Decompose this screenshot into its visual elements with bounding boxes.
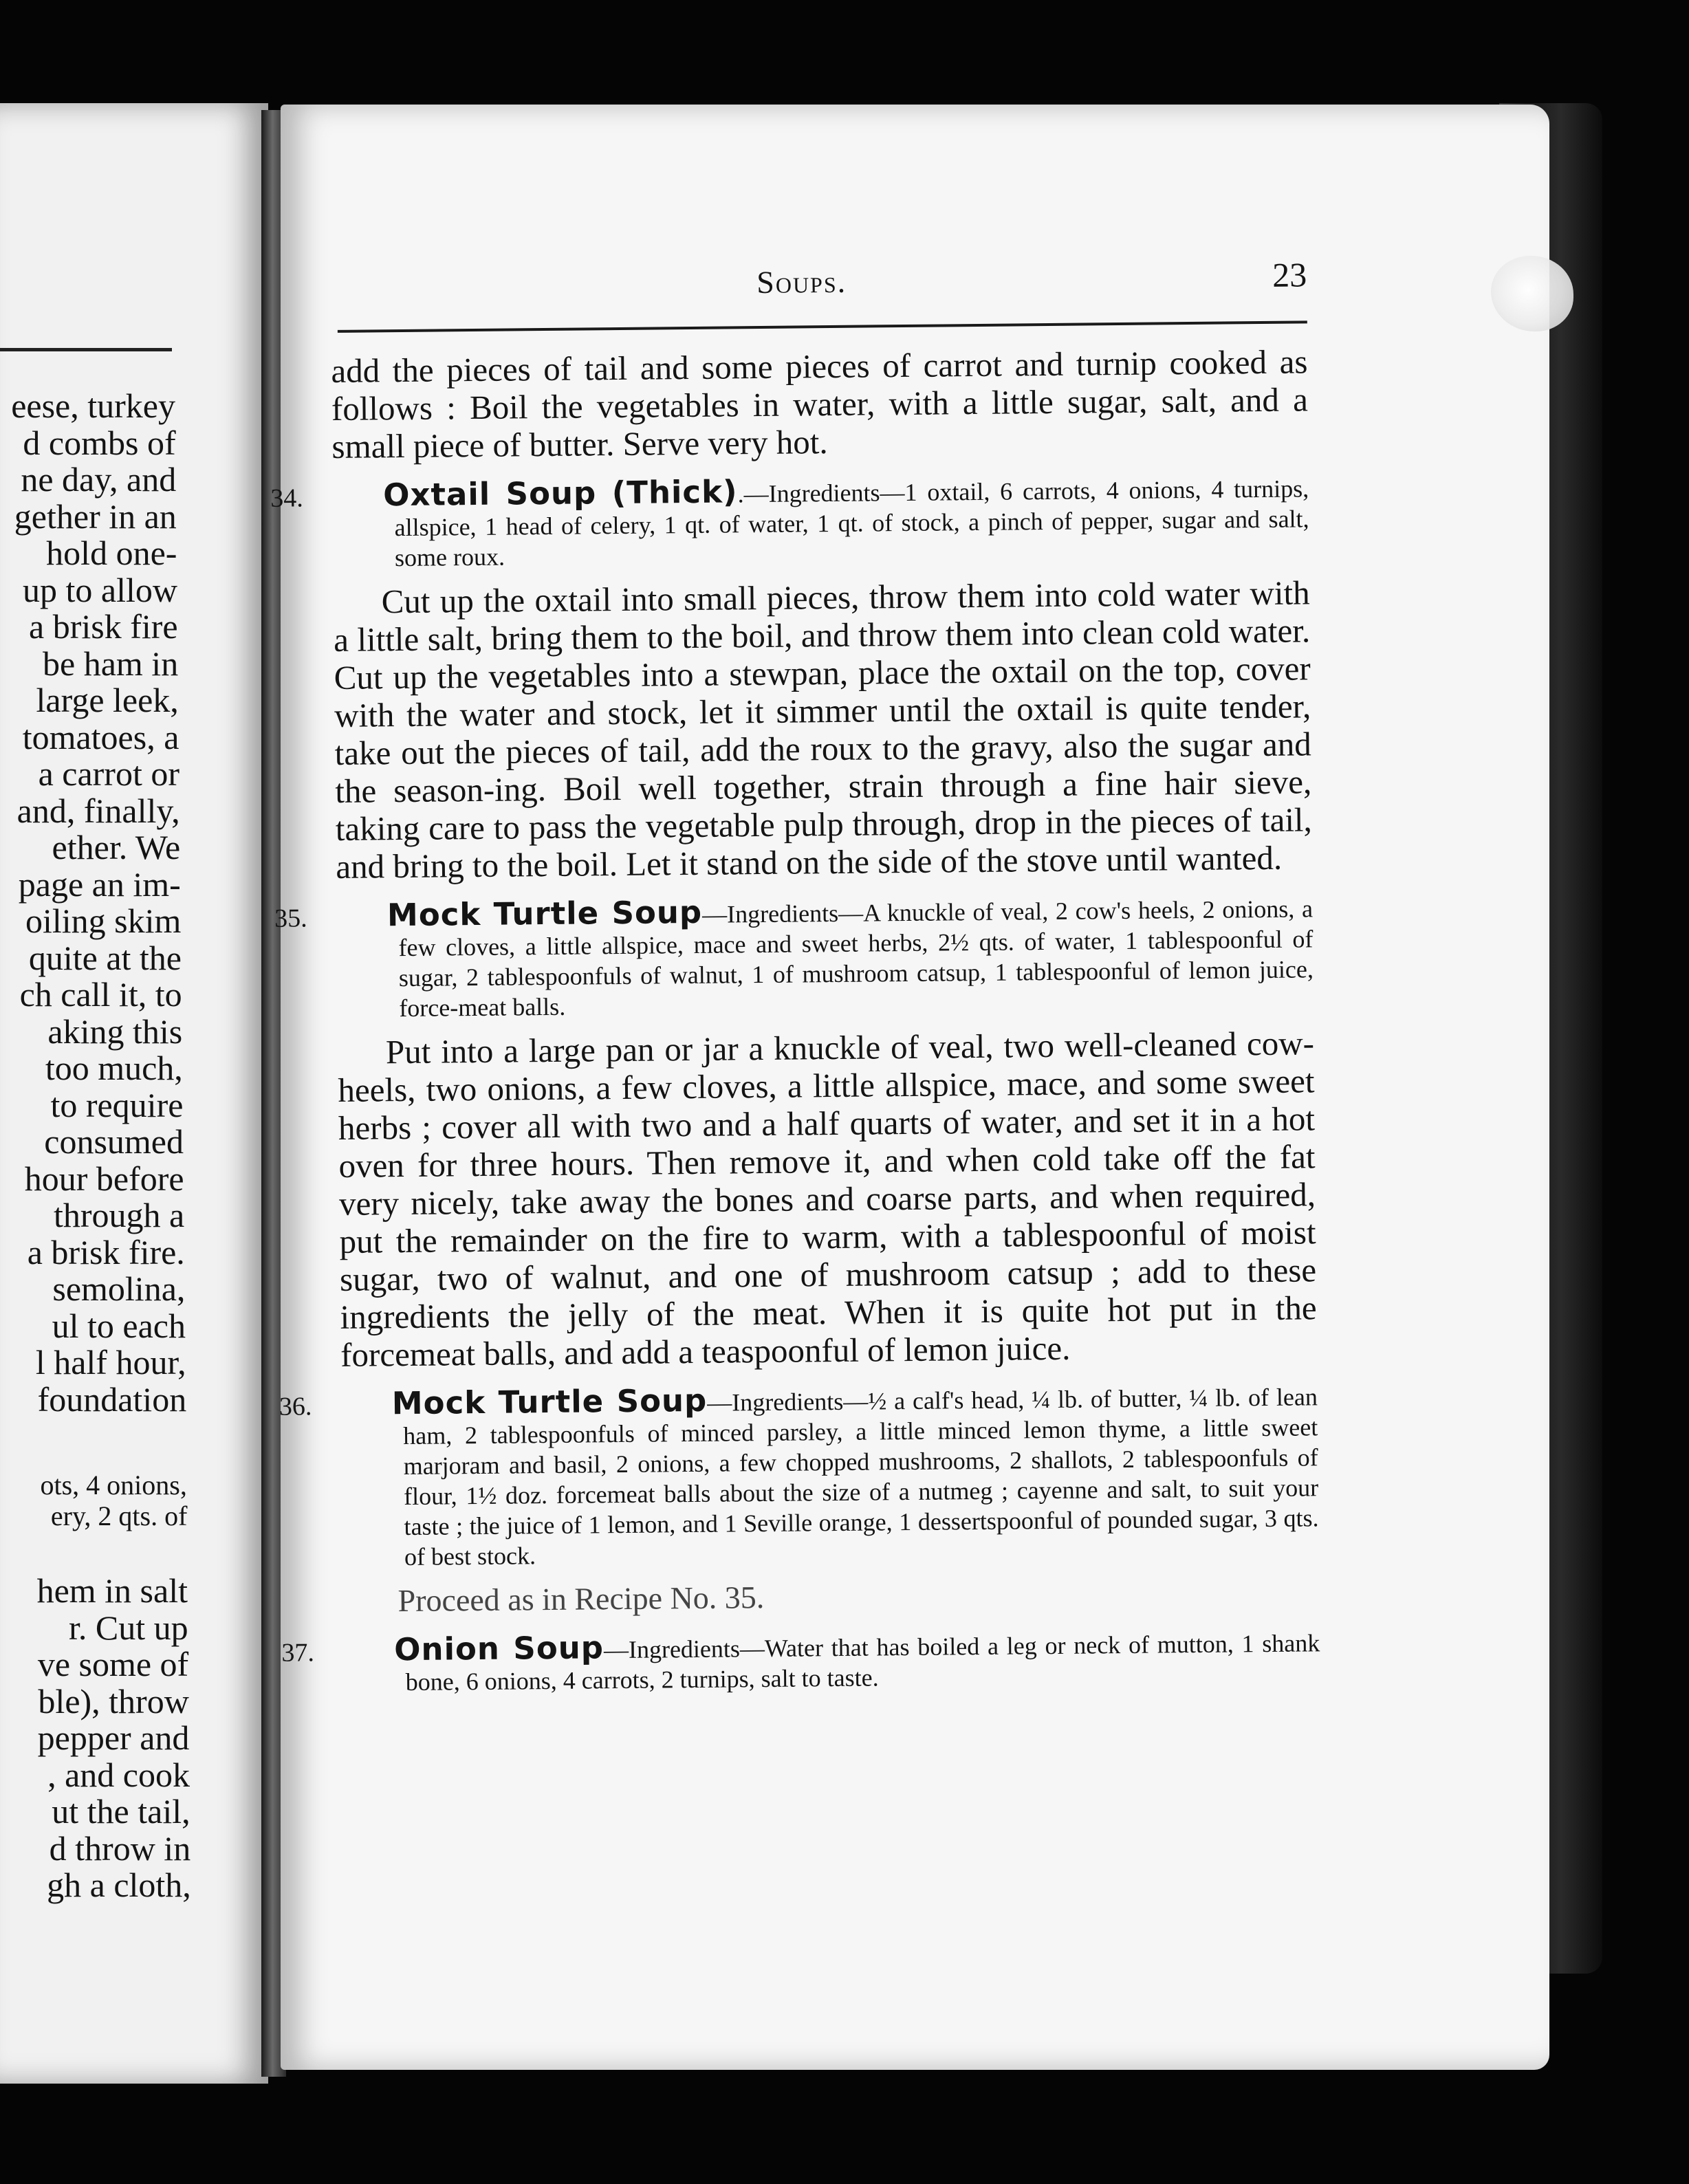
recipe-35-method: Put into a large pan or jar a knuckle of veal, two well-cleaned cow-heels, two onions, a few cloves, a little allspice, mace, and some sweet herbs ; cover all with two and a half quarts of water, and set it in a hot oven for three hours. Then remove it, and when cold take off the fat very nicely, take away the bones and coarse parts, and when required, put the remainder on the fire to warm, with a tablespoonful of moist sugar, two of walnut, and one of mushroom catsup ; add to these ingredients the jelly of the meat. When it is quite hot put in the forcemeat balls, and add a teaspoonful of lemon juice. <box>338 1024 1317 1374</box>
left-page-line: r. Cut up <box>68 1608 188 1647</box>
left-page-rule <box>0 348 172 351</box>
left-page-line: through a <box>53 1196 185 1234</box>
left-page-line: foundation <box>37 1379 187 1419</box>
recipe-title: Oxtail Soup (Thick) <box>382 473 738 514</box>
left-page <box>0 103 268 2084</box>
intro-paragraph: add the pieces of tail and some pieces of carrot and turnip cooked as follows : Boil the vegetables in water, with a little sugar, salt, and a small piece of butter. Serve very hot. <box>331 342 1309 466</box>
left-page-line: eese, turkey <box>11 386 175 425</box>
recipe-34-heading <box>270 471 1309 574</box>
left-page-line: gether in an <box>14 496 177 536</box>
recipe-36-method: Proceed as in Recipe No. 35. <box>397 1580 765 1619</box>
left-page-line: too much, <box>45 1049 183 1087</box>
running-head <box>330 255 1307 316</box>
recipe-number: 35. <box>274 904 307 933</box>
left-page-line: consumed <box>44 1122 184 1161</box>
left-page-line: oiling skim <box>25 902 182 940</box>
recipe-number: 34. <box>270 483 303 513</box>
page-content <box>270 255 1320 1707</box>
running-title: Soups. <box>756 263 847 301</box>
left-page-line: to require <box>50 1085 184 1124</box>
left-page-line: pepper and <box>37 1718 190 1757</box>
left-page-line: , and cook <box>47 1755 190 1794</box>
recipe-ingredients: —Ingredients—A knuckle of veal, 2 cow's heels, 2 onions, a few cloves, a little allspice, mace and sweet herbs, 2½ qts. of water, 1 tablespoonful of sugar, 2 tablespoonfuls of walnut, 1 of mushroom catsup, 1 tablespoonful of lemon juice, force-meat balls. <box>398 895 1314 1023</box>
page-number: 23 <box>1272 255 1307 294</box>
left-page-line: tomatoes, a <box>22 717 179 756</box>
left-page-line: page an im- <box>18 864 181 904</box>
recipe-ingredients: —Ingredients—½ a calf's head, ¼ lb. of butter, ¼ lb. of lean ham, 2 tablespoonfuls of minced parsley, a little minced lemon thyme, a little sweet marjoram and basil, 2 onions, a few chopped mushrooms, 2 shallots, 2 tablespoonfuls of flour, 1½ doz. forcemeat balls about the size of a nutmeg ; cayenne and salt, to suit your taste ; the juice of 1 lemon, and 1 Seville orange, 1 dessertspoonful of pounded sugar, 3 qts. of best stock. <box>403 1383 1319 1571</box>
left-page-line: ut the tail, <box>52 1792 190 1831</box>
header-rule <box>338 320 1307 333</box>
recipe-ingredients: —Ingredients—Water that has boiled a leg or neck of mutton, 1 shank bone, 6 onions, 4 carrots, 2 turnips, salt to taste. <box>405 1629 1320 1696</box>
recipe-number: 37. <box>281 1638 315 1668</box>
left-page-line: quite at the <box>28 938 182 977</box>
left-page-line: d throw in <box>49 1828 191 1868</box>
left-page-line: d combs of <box>23 423 176 462</box>
recipe-36-heading <box>279 1379 1319 1573</box>
recipe-34-method: Cut up the oxtail into small pieces, throw them into cold water with a little salt, bring them to the boil, and throw them into clean cold water. Cut up the vegetables into a stewpan, place the oxtail on the top, cover with the water and stock, let it simmer until the oxtail is quite tender, take out the pieces of tail, add the roux to the gravy, also the sugar and the season-ing. Boil well together, strain through a fine hair sieve, taking care to pass the vegetable pulp through, drop in the pieces of tail, and bring to the boil. Let it stand on the side of the stove until wanted. <box>333 574 1313 886</box>
left-page-line: semolina, <box>52 1269 186 1308</box>
recipe-title: Mock Turtle Soup <box>386 893 703 934</box>
left-page-line: ve some of <box>37 1645 189 1683</box>
left-page-line: ether. We <box>52 828 181 866</box>
left-page-line: a brisk fire. <box>27 1232 185 1271</box>
left-page-line: l half hour, <box>35 1343 186 1382</box>
left-page-line: ery, 2 qts. of <box>50 1500 188 1531</box>
left-page-line: ne day, and <box>21 460 177 499</box>
left-page-line: large leek, <box>36 681 179 719</box>
paper-stain <box>1491 256 1573 331</box>
recipe-number: 36. <box>279 1392 312 1421</box>
left-page-line: a carrot or <box>38 754 179 793</box>
left-page-line: be ham in <box>43 644 179 683</box>
left-page-line: hem in salt <box>36 1571 188 1610</box>
left-page-line: ble), throw <box>38 1681 189 1721</box>
left-page-line: and, finally, <box>17 791 180 830</box>
left-page-line: ch call it, to <box>19 975 182 1014</box>
left-page-line: hour before <box>24 1159 184 1198</box>
recipe-ingredients: .—Ingredients—1 oxtail, 6 carrots, 4 onions, 4 turnips, allspice, 1 head of celery, 1 qt. of water, 1 qt. of stock, a pinch of pepper, sugar and salt, some roux. <box>394 474 1309 572</box>
left-page-line: aking this <box>47 1012 183 1051</box>
recipe-35-heading <box>274 891 1314 1024</box>
left-page-line: gh a cloth, <box>47 1866 191 1904</box>
recipe-title: Mock Turtle Soup <box>391 1382 708 1422</box>
left-page-line: hold one- <box>46 534 177 572</box>
recipe-title: Onion Soup <box>394 1629 604 1668</box>
left-page-line: up to allow <box>23 570 177 609</box>
recipe-37-heading <box>281 1626 1320 1698</box>
left-page-line: ots, 4 onions, <box>40 1470 187 1500</box>
left-page-line: a brisk fire <box>29 607 178 646</box>
left-page-line: ul to each <box>52 1306 186 1345</box>
